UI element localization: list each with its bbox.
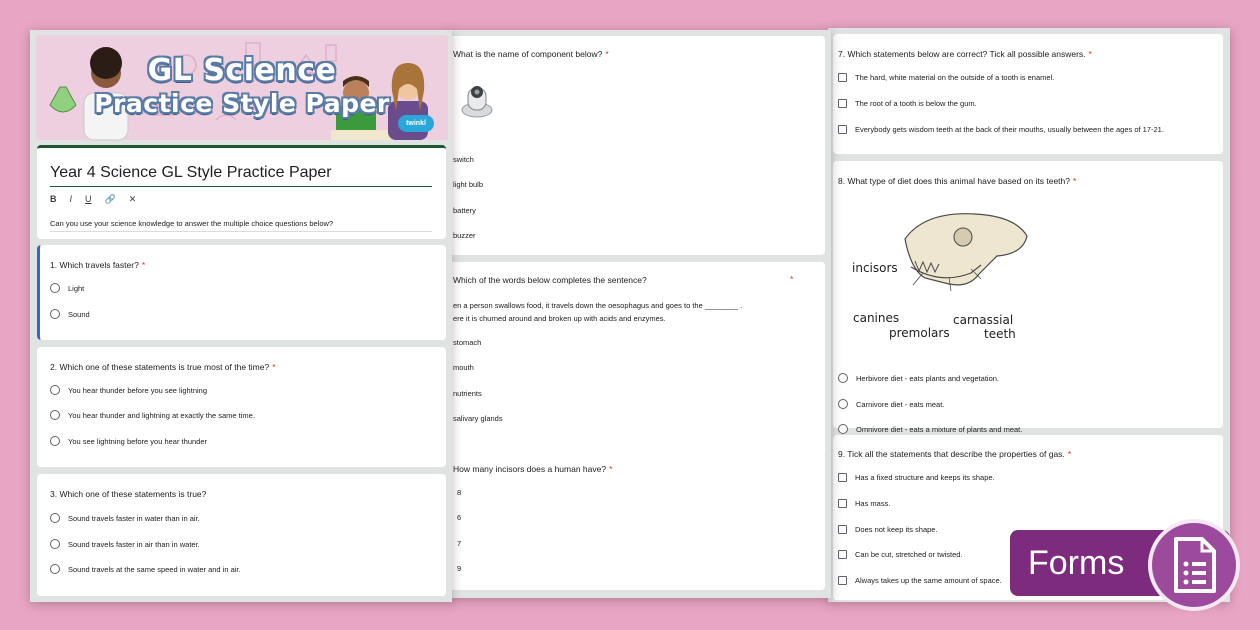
form-title[interactable]: Year 4 Science GL Style Practice Paper [50, 164, 332, 181]
checkbox[interactable] [838, 499, 847, 508]
skull-teeth-diagram [893, 209, 1033, 304]
checkbox[interactable] [838, 550, 847, 559]
question-title: Which of the words below completes the sentence? [453, 275, 647, 285]
question-title: 1. Which travels faster? * [50, 260, 146, 270]
option-8[interactable]: 8 [457, 488, 462, 497]
checkbox[interactable] [838, 99, 847, 108]
question-card-1 [37, 245, 446, 340]
form-banner [36, 35, 448, 140]
label-carnassial: carnassial [953, 313, 1014, 327]
question-title: 2. Which one of these statements is true most of the time? * [50, 362, 276, 372]
option-sound[interactable]: Sound [50, 309, 90, 319]
question-card-7 [833, 34, 1223, 154]
option-2[interactable]: The root of a tooth is below the gum. [838, 99, 977, 108]
description-underline [50, 231, 432, 232]
required-marker: * [790, 274, 794, 284]
option-1[interactable]: The hard, white material on the outside of a tooth is enamel. [838, 73, 1054, 82]
option-5[interactable]: Always takes up the same amount of space. [838, 576, 1002, 585]
radio-button[interactable] [50, 283, 60, 293]
question-card-8 [833, 161, 1223, 434]
option-buzzer[interactable]: buzzer [453, 231, 476, 240]
checkbox[interactable] [838, 525, 847, 534]
buzzer-component-image [459, 78, 495, 120]
option-carnivore[interactable]: Carnivore diet - eats meat. [838, 399, 944, 409]
forms-badge [1010, 530, 1230, 596]
question-title: 7. Which statements below are correct? Tick all possible answers. * [838, 49, 1092, 59]
link-icon[interactable]: 🔗 [104, 194, 116, 204]
option-2[interactable]: Has mass. [838, 499, 890, 508]
radio-button[interactable] [50, 564, 60, 574]
banner-subtitle: Practice Style Paper [94, 89, 390, 118]
option-3[interactable]: You see lightning before you hear thunder [50, 436, 207, 446]
clear-format-icon[interactable]: ✕ [128, 194, 137, 204]
question-title: What is the name of component below? * [453, 49, 609, 59]
question-title: 8. What type of diet does this animal have based on its teeth? * [838, 176, 1077, 186]
option-mouth[interactable]: mouth [453, 363, 474, 372]
option-light-bulb[interactable]: light bulb [453, 180, 484, 189]
form-page-right [828, 28, 1230, 602]
radio-button[interactable] [50, 410, 60, 420]
radio-button[interactable] [838, 424, 848, 434]
google-forms-icon [1148, 519, 1240, 611]
label-teeth: teeth [984, 327, 1016, 341]
twinkl-logo: twinkl [398, 115, 434, 132]
option-switch[interactable]: switch [453, 155, 474, 164]
option-omnivore[interactable]: Omnivore diet - eats a mixture of plants and meat. [838, 424, 1022, 434]
sentence-line-1: en a person swallows food, it travels down the oesophagus and goes to the ________ . [453, 301, 743, 310]
title-underline [50, 186, 432, 187]
option-3[interactable]: Everybody gets wisdom teeth at the back of their mouths, usually between the ages of 17-21. [838, 125, 1164, 134]
form-header-card [37, 145, 446, 239]
option-1[interactable]: Has a fixed structure and keeps its shape. [838, 473, 995, 482]
option-herbivore[interactable]: Herbivore diet - eats plants and vegetation. [838, 373, 999, 383]
label-premolars: premolars [889, 326, 950, 340]
checkbox[interactable] [838, 576, 847, 585]
radio-button[interactable] [50, 385, 60, 395]
radio-button[interactable] [838, 373, 848, 383]
question-title: How many incisors does a human have? * [453, 464, 613, 474]
question-title: 9. Tick all the statements that describe the properties of gas. * [838, 449, 1072, 459]
checkbox[interactable] [838, 473, 847, 482]
option-nutrients[interactable]: nutrients [453, 389, 482, 398]
option-1[interactable]: Sound travels faster in water than in air. [50, 513, 200, 523]
sentence-line-2: ere it is churned around and broken up with acids and enzymes. [453, 314, 666, 323]
radio-button[interactable] [50, 436, 60, 446]
option-salivary-glands[interactable]: salivary glands [453, 414, 503, 423]
bold-button[interactable]: B [50, 194, 57, 204]
radio-button[interactable] [838, 399, 848, 409]
question-card-4 [447, 36, 825, 255]
option-2[interactable]: Sound travels faster in air than in water. [50, 539, 200, 549]
form-page-middle [447, 30, 831, 598]
question-card-5 [447, 262, 825, 456]
radio-button[interactable] [50, 539, 60, 549]
option-light[interactable]: Light [50, 283, 84, 293]
question-card-6 [447, 452, 825, 590]
label-incisors: incisors [852, 261, 898, 275]
banner-title: GL Science [147, 53, 337, 88]
question-title: 3. Which one of these statements is true? [50, 489, 207, 499]
form-page-left [30, 30, 452, 602]
option-2[interactable]: You hear thunder and lightning at exactly the same time. [50, 410, 255, 420]
italic-button[interactable]: I [69, 194, 73, 204]
label-canines: canines [853, 311, 900, 325]
text-toolbar [50, 194, 136, 205]
option-9[interactable]: 9 [457, 564, 462, 573]
option-battery[interactable]: battery [453, 206, 476, 215]
form-description[interactable]: Can you use your science knowledge to answer the multiple choice questions below? [50, 219, 334, 228]
option-4[interactable]: Can be cut, stretched or twisted. [838, 550, 963, 559]
radio-button[interactable] [50, 309, 60, 319]
option-1[interactable]: You hear thunder before you see lightning [50, 385, 207, 395]
option-6[interactable]: 6 [457, 513, 462, 522]
option-3[interactable]: Sound travels at the same speed in water and in air. [50, 564, 241, 574]
radio-button[interactable] [50, 513, 60, 523]
option-stomach[interactable]: stomach [453, 338, 482, 347]
checkbox[interactable] [838, 73, 847, 82]
question-card-2 [37, 347, 446, 467]
underline-button[interactable]: U [85, 194, 92, 204]
forms-label: Forms [1028, 544, 1125, 582]
checkbox[interactable] [838, 125, 847, 134]
option-3[interactable]: Does not keep its shape. [838, 525, 938, 534]
option-7[interactable]: 7 [457, 539, 462, 548]
question-card-3 [37, 474, 446, 596]
